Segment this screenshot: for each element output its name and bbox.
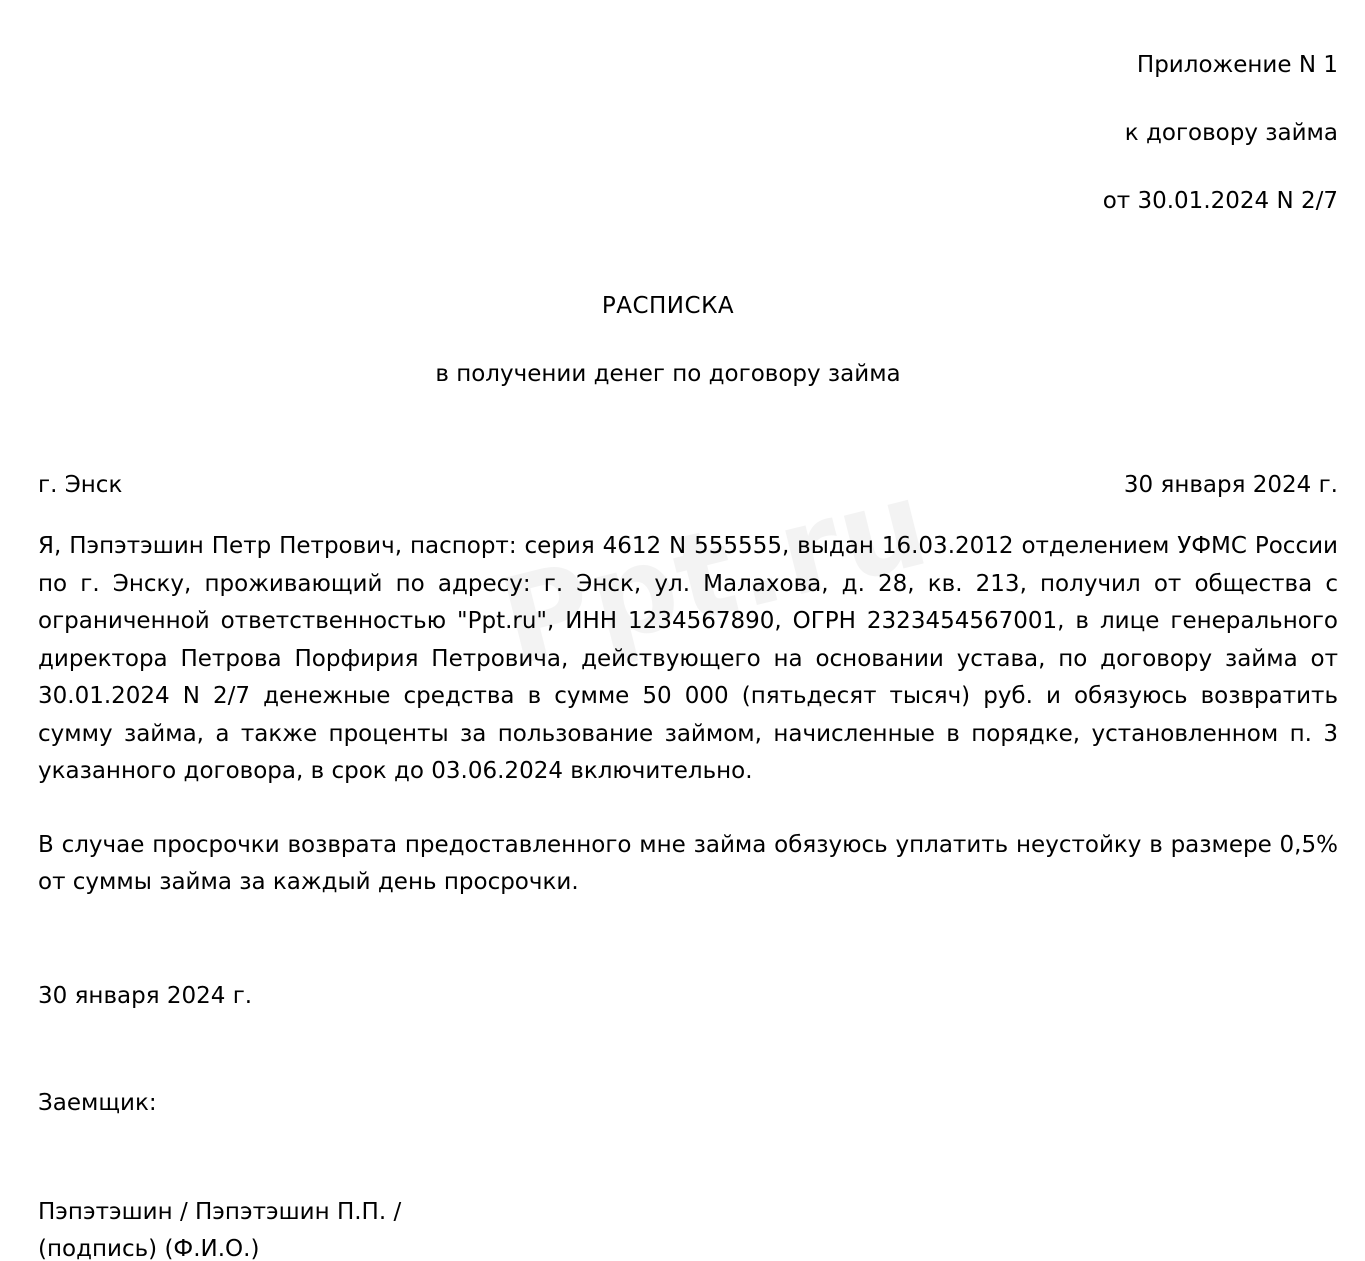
closing-date: 30 января 2024 г. [38,982,253,1009]
date-of-signing: 30 января 2024 г. [1123,472,1338,498]
appendix-header [38,0,1338,235]
signature-name-line: Пэпэтэшин / Пэпэтэшин П.П. / [38,1198,402,1225]
borrower-label: Заемщик: [38,1089,157,1116]
contract-reference-line: к договору займа [1124,120,1338,146]
document-title: РАСПИСКА [601,293,735,319]
place-date-row [38,472,1338,498]
place-of-signing: г. Энск [38,472,123,498]
signature-caption-line: (подпись) (Ф.И.О.) [38,1235,260,1261]
penalty-paragraph: В случае просрочки возврата предоставленного мне займа обязуюсь уплатить неустойку в размере 0,5% от суммы займа за каждый день просрочки. [38,831,1338,895]
title-block [0,293,1338,387]
receipt-main-paragraph: Я, Пэпэтэшин Петр Петрович, паспорт: серия 4612 N 555555, выдан 16.03.2012 отделением УФМС России по г. Энску, проживающий по адресу: г. Энск, ул. Малахова, д. 28, кв. 213, получил от общества с ограниченной ответственностью "Ppt.ru", ИНН 1234567890, ОГРН 2323454567001, в лице генерального директора Петрова Порфирия Петровича, действующего на основании устава, по договору займа от 30.01.2024 N 2/7 денежные средства в сумме 50 000 (пятьдесят тысяч) руб. и обязуюсь возвратить сумму займа, а также проценты за пользование займом, начисленные в порядке, установленном п. 3 указанного договора, в срок до 03.06.2024 включительно. [38,533,1338,784]
contract-date-number-line: от 30.01.2024 N 2/7 [1102,188,1338,214]
signature-block [38,1194,1338,1261]
document-subtitle: в получении денег по договору займа [435,361,901,387]
appendix-number-line: Приложение N 1 [1136,52,1338,78]
